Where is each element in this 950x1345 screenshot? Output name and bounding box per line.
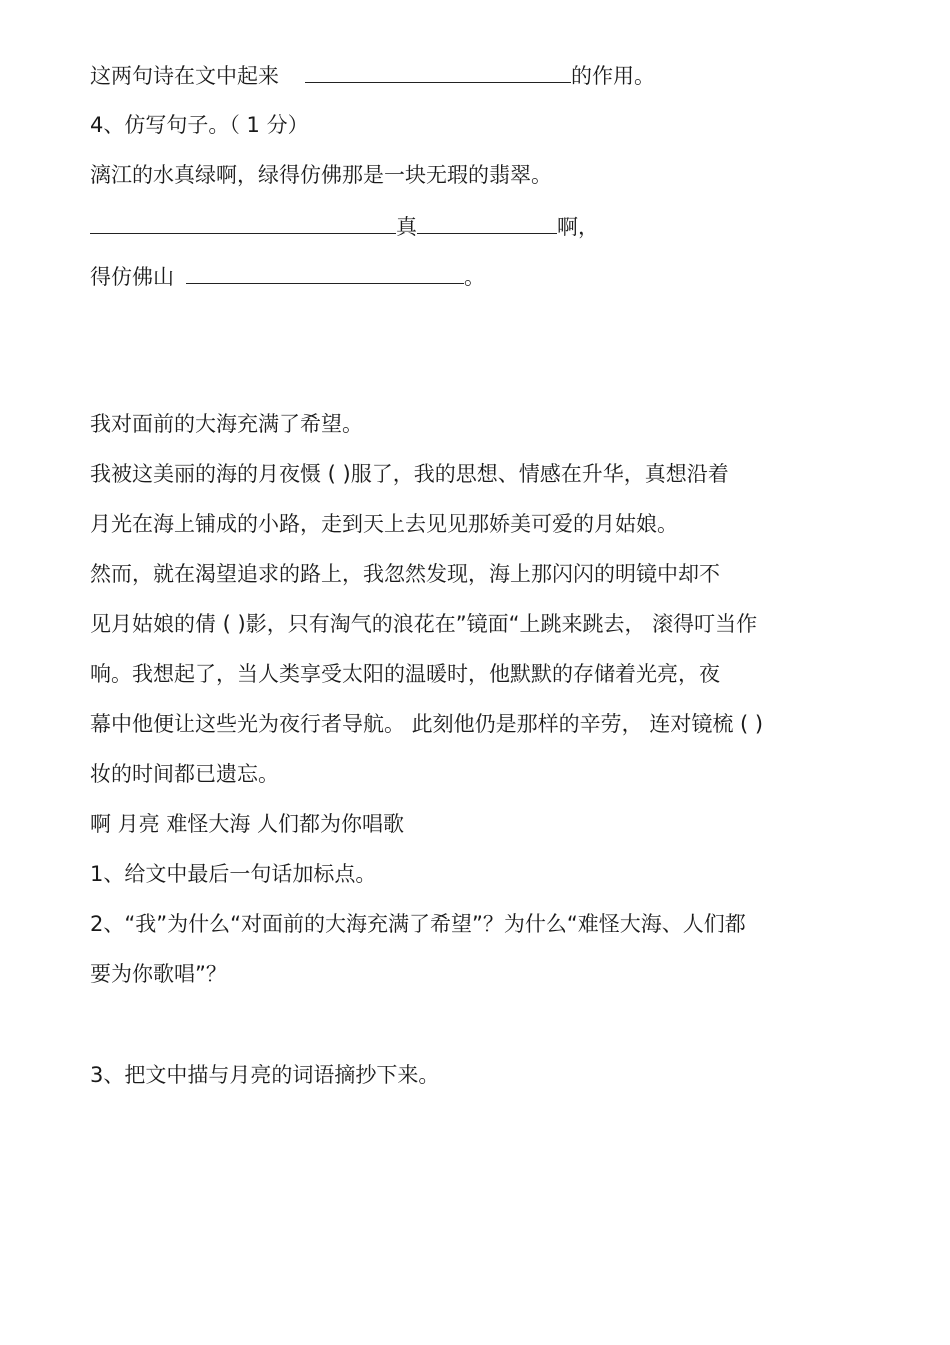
- passage-line: 妆的时间都已遗忘。: [90, 762, 279, 786]
- passage-line: 见月姑娘的倩 ( )影，只有淘气的浪花在”镜面“上跳来跳去， 滚得叮当作: [90, 612, 758, 636]
- question-1: 1、给文中最后一句话加标点。: [90, 862, 377, 886]
- q4-blank-3[interactable]: [186, 261, 464, 284]
- passage-last-sentence: 啊 月亮 难怪大海 人们都为你唱歌: [90, 812, 405, 836]
- question-3: 3、把文中描与月亮的词语摘抄下来。: [90, 1063, 440, 1087]
- passage-line: 月光在海上铺成的小路，走到天上去见见那娇美可爱的月姑娘。: [90, 512, 678, 536]
- question-2-line-2: 要为你歌唱”？: [90, 962, 227, 986]
- q4-fill-word-4: 。: [464, 265, 485, 289]
- q4-blank-2[interactable]: [417, 211, 557, 234]
- q4-fill-word-1: 真: [396, 215, 417, 239]
- passage-line: 然而，就在渴望追求的路上，我忽然发现，海上那闪闪的明镜中却不: [90, 562, 720, 586]
- passage-line: 我对面前的大海充满了希望。: [90, 412, 363, 436]
- passage-line: 我被这美丽的海的月夜慑 ( )服了，我的思想、情感在升华，真想沿着: [90, 462, 729, 486]
- q4-fill-word-2: 啊，: [557, 215, 599, 239]
- passage-line: 幕中他便让这些光为夜行者导航。 此刻他仍是那样的辛劳， 连对镜梳 ( ): [90, 712, 764, 736]
- q3-tail-line: [90, 60, 655, 90]
- passage-line: 响。我想起了，当人类享受太阳的温暖时，他默默的存储着光亮，夜: [90, 662, 720, 686]
- q3-answer-blank[interactable]: [305, 60, 571, 83]
- q4-blank-1[interactable]: [90, 211, 396, 234]
- q4-fill-line-1: [90, 211, 599, 241]
- q3-prompt-suffix: 的作用。: [571, 64, 655, 88]
- q4-title: 4、仿写句子。（ 1 分）: [90, 113, 309, 137]
- q3-prompt-text: 这两句诗在文中起来: [90, 64, 279, 88]
- question-2-line-1: 2、“我”为什么“对面前的大海充满了希望”？为什么“难怪大海、人们都: [90, 912, 746, 936]
- q4-fill-word-3: 得仿佛山: [90, 265, 174, 289]
- q4-example-sentence: 漓江的水真绿啊，绿得仿佛那是一块无瑕的翡翠。: [90, 163, 552, 187]
- q4-fill-line-2: [90, 261, 485, 291]
